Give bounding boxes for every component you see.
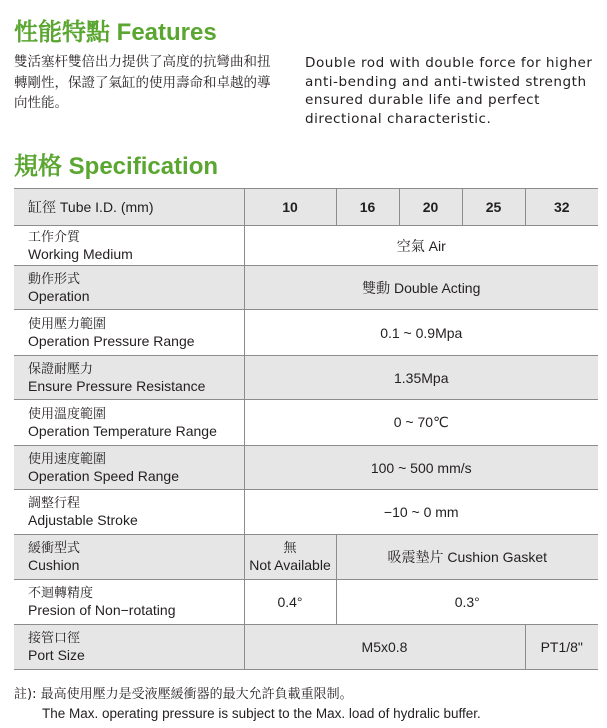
row-label — [14, 446, 244, 490]
features-heading: 性能特點 Features — [14, 19, 217, 46]
row-label-zh: 工作介質 — [28, 229, 81, 245]
footnote — [14, 684, 481, 723]
row-label-en: Operation Pressure Range — [28, 332, 195, 349]
row-label — [14, 226, 244, 266]
row-label — [14, 625, 244, 670]
row-label — [14, 580, 244, 625]
row-value: 0 ~ 70℃ — [244, 400, 598, 446]
cushion-size-10 — [244, 535, 336, 580]
table-row — [14, 310, 598, 356]
row-value: 空氣 Air — [244, 226, 598, 266]
row-value: 100 ~ 500 mm/s — [244, 446, 598, 490]
cushion-row — [14, 535, 598, 580]
row-label-en: Port Size — [28, 647, 85, 663]
footnote-zh: 註): 最高使用壓力是受液壓緩衝器的最大允許負載重限制。 — [14, 687, 353, 702]
port-size-row — [14, 625, 598, 670]
row-label-zh: 調整行程 — [28, 496, 81, 511]
table-row — [14, 226, 598, 266]
port-size-32: PT1/8" — [525, 625, 598, 670]
row-label — [14, 400, 244, 446]
row-label-en: Presion of Non−rotating — [28, 602, 176, 618]
row-label — [14, 310, 244, 356]
row-value: 1.35Mpa — [244, 356, 598, 400]
row-label — [14, 490, 244, 535]
features-text-en: Double rod with double force for higher anti-bending and anti-twisted strength ensured durable life and perfect directional characteristic. — [305, 55, 593, 127]
row-label-zh: 接管口徑 — [28, 631, 81, 646]
row-label-en: Ensure Pressure Resistance — [28, 377, 206, 394]
size-25: 25 — [462, 189, 525, 226]
port-size-main: M5x0.8 — [244, 625, 525, 670]
size-32: 32 — [525, 189, 598, 226]
row-label-en: Adjustable Stroke — [28, 512, 138, 528]
row-value: 0.1 ~ 0.9Mpa — [244, 310, 598, 356]
table-row — [14, 490, 598, 535]
non-rotating-size-10: 0.4° — [244, 580, 336, 625]
table-row — [14, 266, 598, 310]
row-label-zh: 緩衝型式 — [28, 541, 81, 556]
table-row — [14, 400, 598, 446]
row-label — [14, 266, 244, 310]
row-label — [14, 535, 244, 580]
non-rotating-other-sizes: 0.3° — [336, 580, 598, 625]
tube-id-label: 缸徑 Tube I.D. (mm) — [14, 189, 244, 226]
specification-heading: 規格 Specification — [14, 153, 219, 180]
cushion-other-sizes: 吸震墊片 Cushion Gasket — [336, 535, 598, 580]
row-label-en: Working Medium — [28, 245, 133, 262]
row-label-zh: 不迴轉精度 — [28, 586, 94, 601]
row-label-zh: 保證耐壓力 — [28, 361, 94, 377]
features-text-zh: 雙活塞杆雙倍出力提供了高度的抗彎曲和扭轉剛性，保證了氣缸的使用壽命和卓越的導向性能。 — [14, 54, 271, 111]
specification-table — [14, 188, 598, 670]
size-16: 16 — [336, 189, 399, 226]
row-value: −10 ~ 0 mm — [244, 490, 598, 535]
cushion-none-en: Not Available — [249, 557, 331, 573]
row-label-zh: 使用壓力範圍 — [28, 316, 107, 332]
row-value: 雙動 Double Acting — [244, 266, 598, 310]
row-label-zh: 使用溫度範圍 — [28, 406, 107, 422]
row-label — [14, 356, 244, 400]
size-20: 20 — [399, 189, 462, 226]
non-rotating-row — [14, 580, 598, 625]
footnote-en: The Max. operating pressure is subject to the Max. load of hydralic buffer. — [42, 706, 481, 721]
row-label-en: Operation Temperature Range — [28, 422, 217, 439]
row-label-en: Operation Speed Range — [28, 467, 179, 484]
row-label-en: Operation — [28, 287, 90, 304]
cushion-none-zh: 無 — [283, 541, 297, 556]
row-label-zh: 使用速度範圍 — [28, 451, 107, 467]
table-row — [14, 446, 598, 490]
row-label-en: Cushion — [28, 557, 80, 573]
row-label-zh: 動作形式 — [28, 271, 81, 287]
header-row — [14, 189, 598, 226]
size-10: 10 — [244, 189, 336, 226]
table-row — [14, 356, 598, 400]
